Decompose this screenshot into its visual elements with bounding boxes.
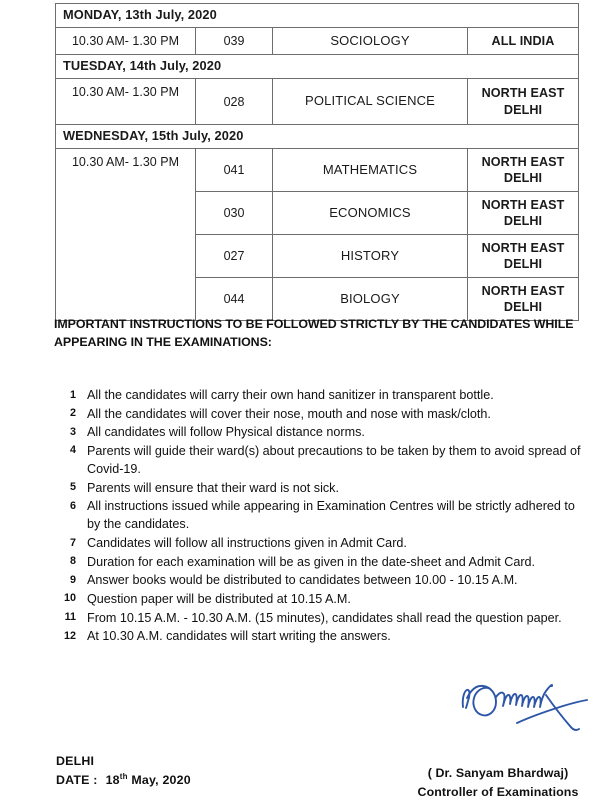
instruction-number: 11 [64, 611, 76, 623]
exam-time-cell: 10.30 AM- 1.30 PM [56, 79, 196, 125]
instruction-text: All instructions issued while appearing in Examination Centres will be strictly adhered to by the candidates. [87, 499, 575, 532]
instruction-item [54, 571, 584, 589]
exam-centre-cell: NORTH EAST DELHI [468, 149, 579, 192]
instruction-item [54, 497, 584, 533]
instruction-text: At 10.30 A.M. candidates will start writing the answers. [87, 629, 391, 644]
footer-signatory [398, 764, 598, 801]
instruction-number: 8 [69, 555, 76, 568]
instruction-number: 6 [69, 499, 76, 512]
instruction-item [54, 423, 584, 441]
instruction-text: Question paper will be distributed at 10.15 A.M. [87, 591, 351, 606]
instruction-text: All the candidates will cover their nose, mouth and nose with mask/cloth. [87, 406, 491, 421]
exam-centre-cell: NORTH EAST DELHI [468, 278, 579, 321]
instruction-number: 4 [69, 444, 76, 457]
signature-image [455, 673, 600, 735]
footer-date-label: DATE : [56, 773, 98, 788]
instruction-text: Candidates will follow all instructions given in Admit Card. [87, 536, 407, 550]
footer-place: DELHI [56, 754, 95, 768]
footer-date-day: 18 [105, 773, 120, 788]
instructions-list [54, 386, 584, 646]
exam-code-cell: 030 [196, 192, 273, 235]
instruction-text: Parents will ensure that their ward is not sick. [87, 480, 339, 495]
instruction-item [54, 386, 584, 404]
instruction-item [54, 553, 584, 571]
instruction-number: 5 [69, 481, 76, 494]
footer-date-row [56, 771, 191, 790]
instruction-number: 12 [63, 629, 76, 642]
day-header-label: MONDAY, 13th July, 2020 [56, 4, 579, 28]
day-header-label: TUESDAY, 14th July, 2020 [56, 55, 579, 79]
signatory-title: Controller of Examinations [417, 784, 579, 799]
instruction-item [54, 405, 584, 423]
exam-centre-cell: NORTH EAST DELHI [468, 235, 579, 278]
exam-subject-cell: HISTORY [273, 235, 468, 278]
date-sheet-body [56, 4, 579, 321]
exam-code-cell: 039 [196, 28, 273, 55]
instruction-item [54, 479, 584, 497]
exam-subject-cell: ECONOMICS [273, 192, 468, 235]
exam-row [56, 79, 579, 125]
exam-subject-cell: SOCIOLOGY [273, 28, 468, 55]
exam-subject-cell: POLITICAL SCIENCE [273, 79, 468, 125]
exam-row [56, 28, 579, 55]
instruction-number: 2 [69, 407, 76, 420]
instruction-item [54, 442, 584, 478]
instruction-item [54, 609, 584, 627]
instruction-item [54, 534, 584, 552]
instruction-item [54, 627, 584, 645]
day-header-label: WEDNESDAY, 15th July, 2020 [56, 125, 579, 149]
instruction-number: 1 [69, 388, 76, 401]
exam-date-sheet-table [55, 3, 579, 321]
day-header-row [56, 125, 579, 149]
instruction-number: 10 [63, 592, 76, 605]
exam-code-cell: 027 [196, 235, 273, 278]
instruction-number: 9 [69, 573, 76, 586]
exam-code-cell: 044 [196, 278, 273, 321]
exam-code-cell: 028 [196, 79, 273, 125]
instruction-text: Parents will guide their ward(s) about precautions to be taken by them to avoid spread of Covid-19. [87, 443, 581, 476]
footer-date-ordinal: th [119, 772, 128, 782]
instruction-number: 3 [69, 425, 76, 438]
footer-place-date [56, 752, 191, 790]
instructions-heading: IMPORTANT INSTRUCTIONS TO BE FOLLOWED STRICTLY BY THE CANDIDATES WHILE APPEARING IN THE EXAMINATIONS: [54, 317, 574, 349]
exam-subject-cell: BIOLOGY [273, 278, 468, 321]
exam-subject-cell: MATHEMATICS [273, 149, 468, 192]
exam-centre-cell: ALL INDIA [468, 28, 579, 55]
instruction-text: From 10.15 A.M. - 10.30 A.M. (15 minutes), candidates shall read the question paper. [87, 610, 562, 625]
exam-row [56, 149, 579, 192]
instruction-text: Duration for each examination will be as given in the date-sheet and Admit Card. [87, 554, 536, 569]
exam-time-cell: 10.30 AM- 1.30 PM [56, 149, 196, 321]
instruction-text: Answer books would be distributed to candidates between 10.00 - 10.15 A.M. [87, 573, 518, 588]
instruction-item [54, 590, 584, 608]
exam-centre-cell: NORTH EAST DELHI [468, 192, 579, 235]
signatory-name: ( Dr. Sanyam Bhardwaj) [427, 766, 569, 780]
exam-code-cell: 041 [196, 149, 273, 192]
instruction-text: All the candidates will carry their own hand sanitizer in transparent bottle. [87, 388, 494, 402]
day-header-row [56, 55, 579, 79]
exam-centre-cell: NORTH EAST DELHI [468, 79, 579, 125]
instruction-text: All candidates will follow Physical distance norms. [87, 425, 365, 440]
footer-date-rest: May, 2020 [131, 773, 191, 788]
exam-time-cell: 10.30 AM- 1.30 PM [56, 28, 196, 55]
handwritten-signature-icon [455, 673, 600, 735]
day-header-row [56, 4, 579, 28]
instruction-number: 7 [69, 536, 76, 549]
